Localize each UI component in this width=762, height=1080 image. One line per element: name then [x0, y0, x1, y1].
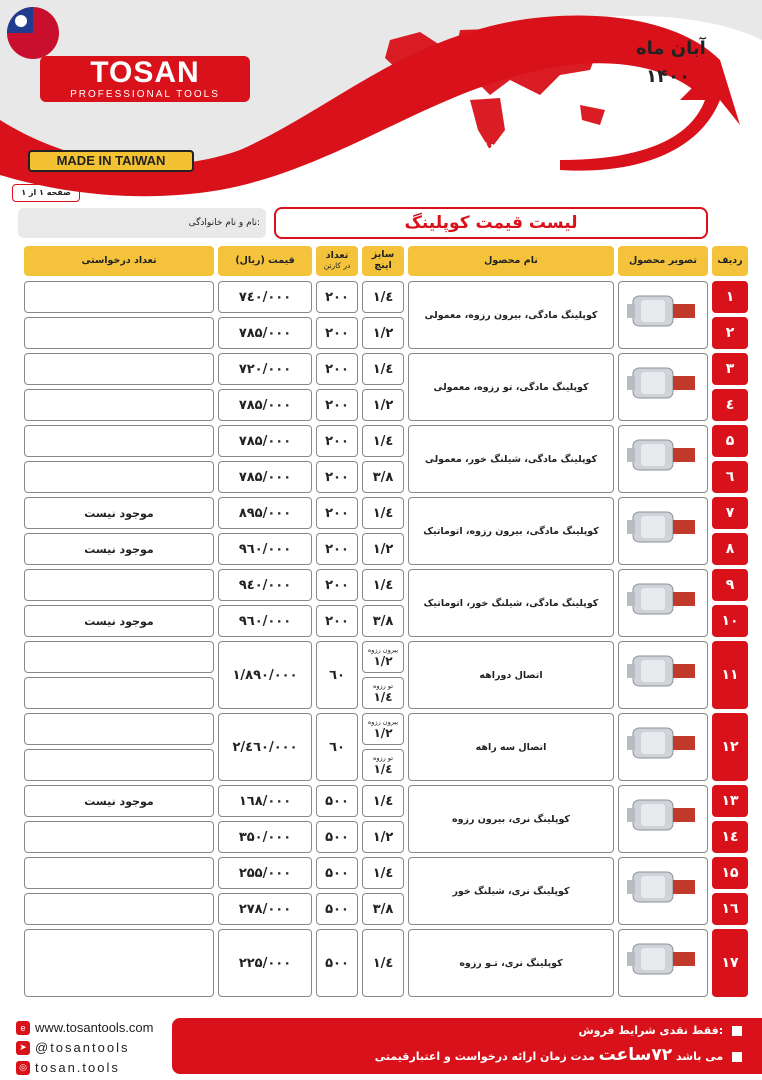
bullet-icon — [732, 1052, 742, 1062]
qty-cell — [316, 533, 358, 565]
row-number-text: ۱٦ — [721, 901, 739, 917]
row-number-text: ۹ — [725, 577, 735, 593]
validity-c: می باشد — [675, 1050, 724, 1063]
price-cell — [218, 389, 312, 421]
size-text: ۱/٤ — [373, 690, 393, 704]
row-number-text: ۱۲ — [721, 739, 739, 755]
row-number-text: ۳ — [725, 361, 735, 377]
price-cell — [218, 857, 312, 889]
price-text: ۸۹۵/۰۰۰ — [238, 505, 292, 521]
telegram-text: @tosantools — [35, 1040, 130, 1055]
product-name — [408, 785, 614, 853]
product-name-text: اتصال سه راهه — [475, 741, 547, 753]
size-cell — [362, 317, 404, 349]
request-qty-input[interactable] — [24, 497, 214, 529]
qty-cell — [316, 785, 358, 817]
product-name-text: کوپلینگ نری، تـو رزوه — [459, 957, 563, 969]
request-qty-input[interactable] — [24, 749, 214, 781]
size-text: ۱/۲ — [373, 654, 393, 668]
price-cell — [218, 821, 312, 853]
row-number — [712, 605, 748, 637]
request-qty-input[interactable] — [24, 533, 214, 565]
size-label: تو رزوه — [372, 754, 394, 762]
row-number — [712, 353, 748, 385]
row-number-text: ۵ — [725, 433, 735, 449]
qty-cell — [316, 353, 358, 385]
female-coupler-female-thread-icon — [618, 353, 708, 421]
made-in-badge: MADE IN TAIWAN — [28, 150, 194, 172]
row-number-text: ۲ — [725, 325, 735, 341]
request-qty-input[interactable] — [24, 893, 214, 925]
size-cell — [362, 497, 404, 529]
telegram-link[interactable] — [16, 1040, 129, 1055]
qty-cell — [316, 461, 358, 493]
website-link[interactable] — [16, 1020, 154, 1035]
row-number-text: ۱۳ — [721, 793, 739, 809]
qty-text: ٦۰ — [329, 739, 345, 755]
price-text: ۷۸۵/۰۰۰ — [238, 469, 292, 485]
qty-text: ۲۰۰ — [325, 433, 349, 449]
row-number-text: ۱٤ — [721, 829, 739, 845]
price-text: ۷۸۵/۰۰۰ — [238, 433, 292, 449]
size-cell — [362, 821, 404, 853]
size-cell — [362, 461, 404, 493]
qty-text: ۲۰۰ — [325, 469, 349, 485]
qty-cell — [316, 641, 358, 709]
qty-cell — [316, 605, 358, 637]
availability-note: موجود نیست — [84, 542, 154, 556]
logo-brand: TOSAN — [90, 56, 200, 89]
three-way-connector-icon — [618, 713, 708, 781]
female-coupler-male-thread-icon — [618, 281, 708, 349]
row-number — [712, 569, 748, 601]
size-text: ۱/٤ — [372, 955, 394, 971]
product-name-text: کوپلینگ مادگی، شیلنگ خور، اتوماتیک — [423, 597, 599, 609]
size-text: ۱/۲ — [372, 541, 394, 557]
row-number-text: ۱۷ — [721, 955, 739, 971]
product-name — [408, 353, 614, 421]
telegram-icon: ➤ — [16, 1041, 30, 1055]
request-qty-input[interactable] — [24, 929, 214, 997]
col-row: ردیف — [712, 246, 748, 276]
row-number-text: ۱۰ — [721, 613, 739, 629]
col-size: سایز اینچ — [362, 246, 404, 276]
qty-text: ۲۰۰ — [325, 613, 349, 629]
size-text: ۱/٤ — [372, 433, 394, 449]
availability-note: موجود نیست — [84, 794, 154, 808]
row-number — [712, 461, 748, 493]
bullet-icon — [732, 1026, 742, 1036]
website-text: www.tosantools.com — [35, 1020, 154, 1035]
size-text: ۱/٤ — [372, 289, 394, 305]
qty-cell — [316, 929, 358, 997]
terms-line — [578, 1024, 742, 1037]
col-image: تصویر محصول — [618, 246, 708, 276]
request-qty-input[interactable] — [24, 641, 214, 673]
size-text: ۱/۲ — [372, 397, 394, 413]
row-number — [712, 785, 748, 817]
qty-cell — [316, 713, 358, 781]
size-cell — [362, 569, 404, 601]
size-cell — [362, 713, 404, 745]
price-text: ۹٦۰/۰۰۰ — [238, 613, 292, 629]
male-plug-male-thread-icon — [618, 785, 708, 853]
availability-note: موجود نیست — [84, 506, 154, 520]
row-number — [712, 317, 748, 349]
request-qty-input[interactable] — [24, 317, 214, 349]
size-cell — [362, 281, 404, 313]
product-name-text: کوپلینگ مادگی، شیلنگ خور، معمولی — [424, 453, 598, 465]
size-cell — [362, 677, 404, 709]
size-text: ۱/٤ — [372, 865, 394, 881]
col-name: نام محصول — [408, 246, 614, 276]
page-title: لیست قیمت کوپلینگ — [274, 207, 708, 239]
size-cell — [362, 353, 404, 385]
size-text: ۱/۲ — [372, 829, 394, 845]
qty-cell — [316, 497, 358, 529]
request-qty-input[interactable] — [24, 461, 214, 493]
request-qty-input[interactable] — [24, 713, 214, 745]
price-text: ۷۲۰/۰۰۰ — [238, 361, 292, 377]
row-number — [712, 641, 748, 709]
qty-text: ۲۰۰ — [325, 289, 349, 305]
instagram-text: tosan.tools — [35, 1060, 120, 1075]
validity-hours: ۷۲ساعت — [598, 1045, 673, 1065]
qty-text: ۵۰۰ — [325, 829, 349, 845]
qty-text: ۵۰۰ — [325, 793, 349, 809]
qty-text: ۲۰۰ — [325, 361, 349, 377]
qty-text: ۲۰۰ — [325, 577, 349, 593]
request-qty-input[interactable] — [24, 677, 214, 709]
size-cell — [362, 533, 404, 565]
product-name — [408, 497, 614, 565]
price-text: ۲۷۸/۰۰۰ — [238, 901, 292, 917]
size-text: ۱/۲ — [372, 325, 394, 341]
request-qty-input[interactable] — [24, 857, 214, 889]
product-name — [408, 425, 614, 493]
price-cell — [218, 893, 312, 925]
size-cell — [362, 641, 404, 673]
product-name-text: اتصال دوراهه — [479, 669, 543, 681]
row-number — [712, 425, 748, 457]
row-number — [712, 389, 748, 421]
product-name-text: کوپلینگ مادگی، تو رزوه، معمولی — [433, 381, 589, 393]
price-cell — [218, 317, 312, 349]
size-text: ۳/۸ — [372, 613, 394, 629]
male-plug-female-thread-icon — [618, 929, 708, 997]
page-number: صفحه ۱ از ۱ — [12, 184, 80, 202]
price-cell — [218, 713, 312, 781]
price-text: ۲/٤٦۰/۰۰۰ — [232, 739, 298, 755]
qty-cell — [316, 569, 358, 601]
size-text: ۳/۸ — [372, 469, 394, 485]
price-text: ۲۲۵/۰۰۰ — [238, 955, 292, 971]
product-name — [408, 929, 614, 997]
size-cell — [362, 389, 404, 421]
price-cell — [218, 425, 312, 457]
price-cell — [218, 785, 312, 817]
price-cell — [218, 281, 312, 313]
row-number-text: ٤ — [725, 397, 735, 413]
price-text: ۷۸۵/۰۰۰ — [238, 397, 292, 413]
product-name-text: کوپلینگ نری، بیرون رزوه — [452, 813, 570, 825]
size-text: ۱/۲ — [373, 726, 393, 740]
size-cell — [362, 929, 404, 997]
size-text: ۱/٤ — [372, 793, 394, 809]
row-number-text: ۱۵ — [721, 865, 739, 881]
date-year: ۱۴۰۰ — [646, 66, 690, 87]
size-label: بیرون رزوه — [367, 646, 399, 654]
price-cell — [218, 497, 312, 529]
row-number — [712, 929, 748, 997]
col-request: تعداد درخواستی — [24, 246, 214, 276]
auto-coupler-male-thread-icon — [618, 497, 708, 565]
request-qty-input[interactable] — [24, 281, 214, 313]
row-number — [712, 281, 748, 313]
row-number-text: ۱ — [725, 289, 735, 305]
size-text: ۱/٤ — [372, 361, 394, 377]
row-number-text: ۱۱ — [721, 667, 739, 683]
col-qty — [316, 246, 358, 276]
qty-text: ۲۰۰ — [325, 541, 349, 557]
footer-terms-bar — [172, 1018, 762, 1074]
size-cell — [362, 893, 404, 925]
instagram-link[interactable] — [16, 1060, 120, 1075]
qty-cell — [316, 389, 358, 421]
product-name — [408, 641, 614, 709]
size-cell — [362, 857, 404, 889]
female-coupler-hose-barb-icon — [618, 425, 708, 493]
qty-text: ٦۰ — [329, 667, 345, 683]
qty-cell — [316, 893, 358, 925]
price-cell — [218, 353, 312, 385]
two-way-connector-icon — [618, 641, 708, 709]
customer-name-field[interactable]: نام و نام خانوادگی: — [18, 208, 266, 238]
request-qty-input[interactable] — [24, 605, 214, 637]
request-qty-input[interactable] — [24, 785, 214, 817]
auto-coupler-hose-barb-icon — [618, 569, 708, 637]
size-text: ۱/٤ — [372, 505, 394, 521]
price-text: ۷٤۰/۰۰۰ — [238, 289, 292, 305]
price-cell — [218, 929, 312, 997]
price-cell — [218, 605, 312, 637]
price-text: ۹٤۰/۰۰۰ — [238, 577, 292, 593]
size-cell — [362, 749, 404, 781]
product-name — [408, 713, 614, 781]
col-price: قیمت (ریال) — [218, 246, 312, 276]
request-qty-input[interactable] — [24, 353, 214, 385]
qty-cell — [316, 425, 358, 457]
qty-text: ۲۰۰ — [325, 325, 349, 341]
qty-cell — [316, 857, 358, 889]
terms-value: فقط نقدی — [659, 1024, 719, 1037]
request-qty-input[interactable] — [24, 821, 214, 853]
size-cell — [362, 605, 404, 637]
price-cell — [218, 461, 312, 493]
row-number — [712, 497, 748, 529]
availability-note: موجود نیست — [84, 614, 154, 628]
terms-label: شرایط فروش: — [578, 1024, 724, 1037]
product-name-text: کوپلینگ مادگی، بیرون رزوه، معمولی — [424, 309, 598, 321]
row-number-text: ۷ — [725, 505, 735, 521]
request-qty-input[interactable] — [24, 389, 214, 421]
product-name-text: کوپلینگ نری، شیلنگ خور — [452, 885, 570, 897]
size-label: بیرون رزوه — [367, 718, 399, 726]
validity-a: مدت زمان ارائه درخواست و اعتبارقیمتی — [374, 1050, 595, 1063]
motto: فکرحرفه‌ای، کارحرفه‌ای — [460, 137, 591, 150]
price-text: ۱/۸۹۰/۰۰۰ — [232, 667, 298, 683]
tosan-logo — [40, 56, 250, 102]
product-name-text: کوپلینگ مادگی، بیرون رزوه، اتوماتیک — [423, 525, 599, 537]
size-label: تو رزوه — [372, 682, 394, 690]
date-month: آبان ماه — [636, 38, 706, 59]
size-text: ۳/۸ — [372, 901, 394, 917]
instagram-icon: ◎ — [16, 1061, 30, 1075]
qty-cell — [316, 317, 358, 349]
col-qty-sub: در کارتن — [323, 261, 351, 271]
request-qty-input[interactable] — [24, 569, 214, 601]
row-number-text: ٦ — [725, 469, 735, 485]
product-name — [408, 281, 614, 349]
price-text: ۲۵۵/۰۰۰ — [238, 865, 292, 881]
price-cell — [218, 533, 312, 565]
row-number — [712, 533, 748, 565]
product-name — [408, 569, 614, 637]
price-text: ۱٦۸/۰۰۰ — [238, 793, 292, 809]
male-plug-hose-barb-icon — [618, 857, 708, 925]
product-name — [408, 857, 614, 925]
qty-text: ۲۰۰ — [325, 505, 349, 521]
validity-line — [375, 1045, 742, 1065]
price-text: ۹٦۰/۰۰۰ — [238, 541, 292, 557]
price-text: ۷۸۵/۰۰۰ — [238, 325, 292, 341]
size-cell — [362, 785, 404, 817]
row-number — [712, 713, 748, 781]
row-number — [712, 821, 748, 853]
row-number-text: ۸ — [725, 541, 735, 557]
qty-text: ۵۰۰ — [325, 901, 349, 917]
row-number — [712, 893, 748, 925]
qty-cell — [316, 821, 358, 853]
price-text: ۳۵۰/۰۰۰ — [238, 829, 292, 845]
qty-text: ۵۰۰ — [325, 955, 349, 971]
col-qty-label: تعداد — [325, 250, 349, 262]
request-qty-input[interactable] — [24, 425, 214, 457]
qty-cell — [316, 281, 358, 313]
size-text: ۱/٤ — [372, 577, 394, 593]
qty-text: ۵۰۰ — [325, 865, 349, 881]
price-cell — [218, 641, 312, 709]
qty-text: ۲۰۰ — [325, 397, 349, 413]
price-cell — [218, 569, 312, 601]
web-icon: e — [16, 1021, 30, 1035]
row-number — [712, 857, 748, 889]
size-cell — [362, 425, 404, 457]
size-text: ۱/٤ — [373, 762, 393, 776]
logo-tagline: PROFESSIONAL TOOLS — [70, 89, 220, 100]
